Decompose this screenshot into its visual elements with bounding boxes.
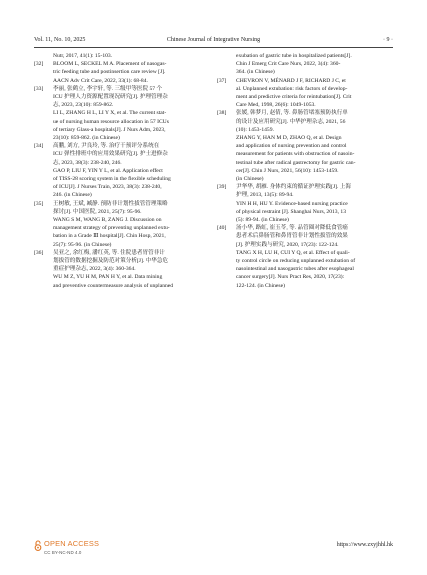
reference-text-line: 划拔管的数据挖掘及防范对策分析[J]. 中华急危 [53, 258, 168, 265]
journal-title: Chinese Journal of Integrative Nursing [166, 37, 261, 43]
page-footer [34, 538, 393, 560]
page-number: · 9 · [383, 37, 393, 43]
reference-entry [236, 249, 398, 290]
reference-entry [217, 224, 398, 249]
reference-text-line: 23(10): 859-862. (in Chinese) [53, 135, 120, 142]
reference-entry [34, 142, 215, 167]
reference-text-line: 汤小华, 路虹, 崔玉苓, 等. 品管圈对降低食管癌 [236, 225, 348, 232]
reference-text-line: Chin J Emerg Crit Care Nurs, 2022, 3(4): 360- [236, 61, 341, 68]
reference-entry [53, 52, 215, 60]
reference-text-line: Nutr, 2017, 41(1): 15-103. [53, 53, 113, 59]
reference-number: [35] [34, 200, 44, 207]
reference-number: [33] [34, 85, 44, 92]
reference-text-line: and preventive countermeasure analysis of unplanned [53, 282, 174, 289]
reference-entry [34, 249, 215, 274]
reference-text-line: [J]. 护理实践与研究, 2020, 17(23): 122-124. [236, 241, 339, 248]
reference-text-line: TANG X H, LU H, CUI Y Q, et al. Effect of quali- [236, 249, 350, 256]
journal-url[interactable]: https://www.zxyjhhl.hk [336, 542, 393, 548]
reference-entry [53, 216, 215, 249]
reference-text-line: CHEVRON V, MÉNARD J F, RICHARD J C, et [236, 77, 346, 84]
reference-text-line: 志, 2023, 23(10): 859-862. [53, 102, 114, 109]
reference-text-line: (5): 89-94. (in Chinese) [236, 217, 289, 224]
reference-entry [217, 77, 398, 110]
reference-text-line: 探讨[J]. 中国医院, 2021, 25(7): 95-96. [53, 208, 142, 215]
reference-text-line: bation in a Grade Ⅲ hospital[J]. Chin Hosp, 2021, [53, 233, 166, 240]
reference-text-line: 护理, 2013, 13(5): 89-94. [236, 192, 294, 199]
reference-text-line: AACN Adv Crit Care, 2022, 33(1): 68-84. [53, 77, 148, 84]
reference-entry [34, 85, 215, 110]
reference-text-line: ty control circle on reducing unplanned extubation of [236, 258, 356, 265]
reference-text-line: testinal tube after radical gastrectomy for gastric can- [236, 159, 356, 166]
open-access-lock-icon [34, 540, 42, 551]
reference-entry [34, 60, 215, 85]
license-label: CC BY-NC-ND 4.0 [44, 550, 82, 555]
reference-number: [37] [217, 77, 227, 84]
reference-text-line: nasointestinal and nasogastric tubes after esophageal [236, 266, 354, 273]
reference-text-line: LI L, ZHANG H L, LI Y X, et al. The current stat- [53, 110, 167, 117]
reference-entry [236, 52, 398, 77]
reference-text-line: tric feeding tube and postinsertion care review [J]. [53, 69, 166, 76]
reference-text-line: 364. (in Chinese) [236, 69, 275, 76]
reference-entry [53, 273, 215, 289]
reference-text-line: 25(7): 95-96. (in Chinese) [53, 241, 112, 248]
reference-entry [236, 200, 398, 225]
reference-text-line: 吴亚之, 余红梅, 潘红英, 等. 住院患者胃管非计 [53, 249, 165, 256]
reference-number: [39] [217, 184, 227, 191]
reference-text-line: exubation of gastric tube in hospitalized patients[J]. [236, 53, 352, 59]
open-access-badge [34, 538, 154, 560]
reference-text-line: of physical restraint [J]. Shanghai Nurs, 2013, 13 [236, 208, 346, 215]
reference-number: [34] [34, 143, 44, 150]
reference-text-line: 患者术后鼻肠管和鼻胃管非计划性拔管的效果 [236, 233, 348, 240]
reference-text-line: al. Unplanned extubation: risk factors of develop- [236, 85, 348, 92]
volume-issue: Vol. 11, No. 10, 2025 [34, 37, 86, 43]
reference-text-line: and application of nursing prevention and control [236, 143, 347, 150]
reference-entry [236, 134, 398, 183]
reference-text-line: of TISS-28 scoring system in the flexible scheduling [53, 176, 171, 183]
reference-text-line: 尹华华, 胡雁. 身体约束的循证护理实践[J]. 上海 [236, 184, 351, 191]
reference-entry [53, 109, 215, 142]
reference-text-line: cancer surgery[J]. Nurs Pract Res, 2020, 17(23): [236, 274, 345, 281]
reference-text-line: 122-124. (in Chinese) [236, 282, 285, 289]
reference-column-left [34, 52, 215, 290]
reference-text-line: 246. (in Chinese) [53, 192, 92, 199]
reference-text-line: of ICU[J]. J Nurses Train, 2023, 38(3): 238-240, [53, 184, 162, 191]
reference-text-line: BLOOM L, SECKEL M A. Placement of nasogas- [53, 61, 167, 68]
reference-text-line: GAO P, LIU F, YIN Y L, et al. Application effect [53, 167, 163, 174]
reference-text-line: WU M Z, YU H M, PAN H Y, et al. Data mining [53, 274, 163, 281]
reference-text-line: 王树敏, 王斌, 臧静. 预防非计划性拔管管理策略 [53, 200, 168, 207]
reference-number: [36] [34, 249, 44, 256]
running-header [34, 34, 393, 46]
reference-text-line: ICU 弹性排班中的应用效果研究[J]. 护士进修杂 [53, 151, 168, 158]
reference-text-line: ZHANG Y, HAN M D, ZHAO Q, et al. Design [236, 135, 342, 142]
reference-number: [32] [34, 61, 44, 68]
reference-text-line: 张媛, 韩梦月, 赵倩, 等. 鼻肠管堵塞预防执行单 [236, 110, 348, 117]
reference-text-line: YIN H H, HU Y. Evidence-based nursing practice [236, 200, 348, 207]
reference-text-line: (in Chinese) [236, 176, 264, 183]
reference-text-line: ue of nursing human resource allocation in 57 ICUs [53, 118, 169, 125]
reference-text-line: ICU 护理人力资源配置现况研究[J]. 护理管理杂 [53, 94, 168, 101]
reference-text-line: management strategy of preventing unplanned extu- [53, 225, 170, 232]
reference-text-line: (10): 1453-1459. [236, 126, 274, 133]
reference-column-right [217, 52, 398, 290]
reference-text-line: 李丽, 张鹤立, 李宇轩, 等. 三级甲等医院 57 个 [53, 85, 163, 92]
reference-text-line: 重症护理杂志, 2022, 3(4): 360-364. [53, 266, 136, 273]
reference-number: [38] [217, 110, 227, 117]
reference-entry [34, 200, 215, 216]
reference-text-line: 的设计及应用研究[J]. 中华护理杂志, 2021, 56 [236, 118, 346, 125]
reference-entry [53, 167, 215, 200]
open-access-label: OPEN ACCESS [44, 539, 100, 548]
reference-text-line: WANG S M, WANG B, ZANG J. Discussion on [53, 217, 162, 224]
reference-text-line: of tertiary Glass-a hospitals[J]. J Nurs Adm, 2023, [53, 126, 166, 133]
header-rule [34, 47, 393, 48]
reference-text-line: ment and predictive criteria for reintubation[J]. Crit [236, 94, 352, 101]
reference-text-line: measurement for patients with obstruction of nasoin- [236, 151, 355, 158]
reference-text-line: 高鹏, 刘方, 尹良玲, 等. 治疗干预评分系统在 [53, 143, 160, 150]
reference-number: [40] [217, 225, 227, 232]
reference-text-line: 志, 2023, 38(3): 238-240, 246. [53, 159, 122, 166]
reference-entry [217, 183, 398, 199]
reference-text-line: Care Med, 1998, 26(6): 1049-1053. [236, 102, 316, 109]
reference-text-line: cer[J]. Chin J Nurs, 2021, 56(10): 1453-1459. [236, 167, 339, 174]
reference-entry [217, 109, 398, 134]
